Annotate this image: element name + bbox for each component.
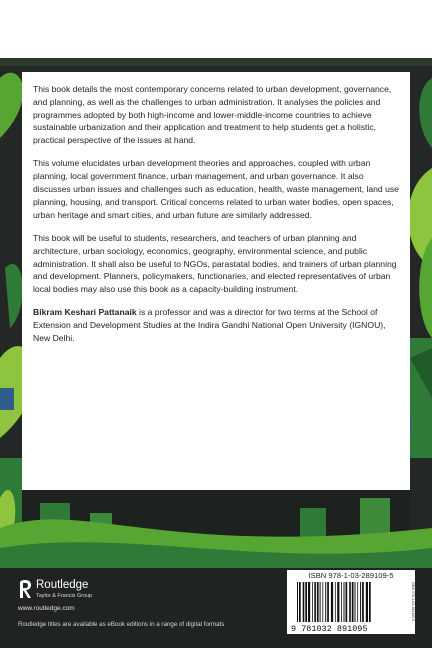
barcode-bar xyxy=(352,582,354,622)
barcode-bar xyxy=(325,582,326,622)
barcode-icon xyxy=(287,580,415,634)
barcode-bar xyxy=(362,582,364,622)
barcode-bar xyxy=(344,582,345,622)
isbn-side-text: ISBN 978-1-03-289109-5 xyxy=(411,582,415,622)
description-paragraph-1: This book details the most contemporary concerns related to urban development, governance, and planning, as well as the challenges to urban administration. It analyses the policies and programmes adopted by both high-income and lower-middle-income countries to achieve sustainable urbanization and their application and treatment to help students get a holistic, practical perspective of the issues at hand. xyxy=(33,84,392,146)
ebook-note: Routledge titles are available as eBook editions in a range of digital formats xyxy=(18,621,225,628)
publisher-website[interactable]: www.routledge.com xyxy=(18,605,75,612)
barcode-bar xyxy=(346,582,348,622)
bottom-landscape xyxy=(0,488,432,568)
barcode-bar xyxy=(335,582,336,622)
barcode-bar xyxy=(355,582,356,622)
description-paragraph-3: This book will be useful to students, researchers, and teachers of urban planning and architecture, urban sociology, economics, geography, environmental science, and public administration. It shall also be useful to NGOs, parastatal bodies, and trainers of urban planning and development. Planners, policymakers, functionaries, and elected representatives of urban local bodies may also use this book as a capacity-building instrument. xyxy=(33,232,397,295)
barcode-bar xyxy=(303,582,305,622)
barcode-bar xyxy=(366,582,368,622)
dot-pattern xyxy=(0,58,432,66)
barcode-bar xyxy=(337,582,339,622)
barcode-bar xyxy=(308,582,310,622)
isbn-barcode-box xyxy=(287,570,415,634)
barcode-bar xyxy=(314,582,316,622)
barcode-bar xyxy=(341,582,342,622)
barcode-bar xyxy=(327,582,329,622)
isbn-digits: 9 781032 891095 xyxy=(291,624,368,634)
isbn-label: ISBN 978-1-03-289109-5 xyxy=(308,571,394,580)
barcode-bar xyxy=(297,582,298,622)
barcode-bar xyxy=(305,582,307,622)
barcode-bar xyxy=(369,582,371,622)
barcode-bar xyxy=(320,582,321,622)
barcode-bar xyxy=(312,582,313,622)
routledge-logo-icon xyxy=(18,580,32,600)
author-bio xyxy=(33,306,401,344)
barcode-bar xyxy=(360,582,361,622)
barcode-bar xyxy=(299,582,301,622)
barcode-bar xyxy=(317,582,319,622)
back-cover-text-panel xyxy=(22,72,410,490)
top-white-band xyxy=(0,0,432,58)
barcode-bar xyxy=(357,582,358,622)
author-name: Bikram Keshari Pattanaik xyxy=(33,307,137,318)
description-paragraph-2: This volume elucidates urban development theories and approaches, coupled with urban planning, local government finance, urban management, and urban governance. It also discusses urban issues and challenges such as education, health, waste management, land use planning, housing, and transport. Critical concerns related to urban water bodies, open spaces, urban heritage and smart cities, and urban future are similarly addressed. xyxy=(33,158,399,220)
barcode-bar xyxy=(331,582,333,622)
barcode-bar xyxy=(322,582,323,622)
barcode-bar xyxy=(349,582,351,622)
author-bio-text: is a professor and was a director for two terms at the School of Extension and Development Studies at the Indira Gandhi National Open University (IGNOU), New Delhi. xyxy=(33,307,386,344)
publisher-subtitle: Taylor & Francis Group xyxy=(36,593,93,599)
publisher-name: Routledge xyxy=(36,579,89,591)
